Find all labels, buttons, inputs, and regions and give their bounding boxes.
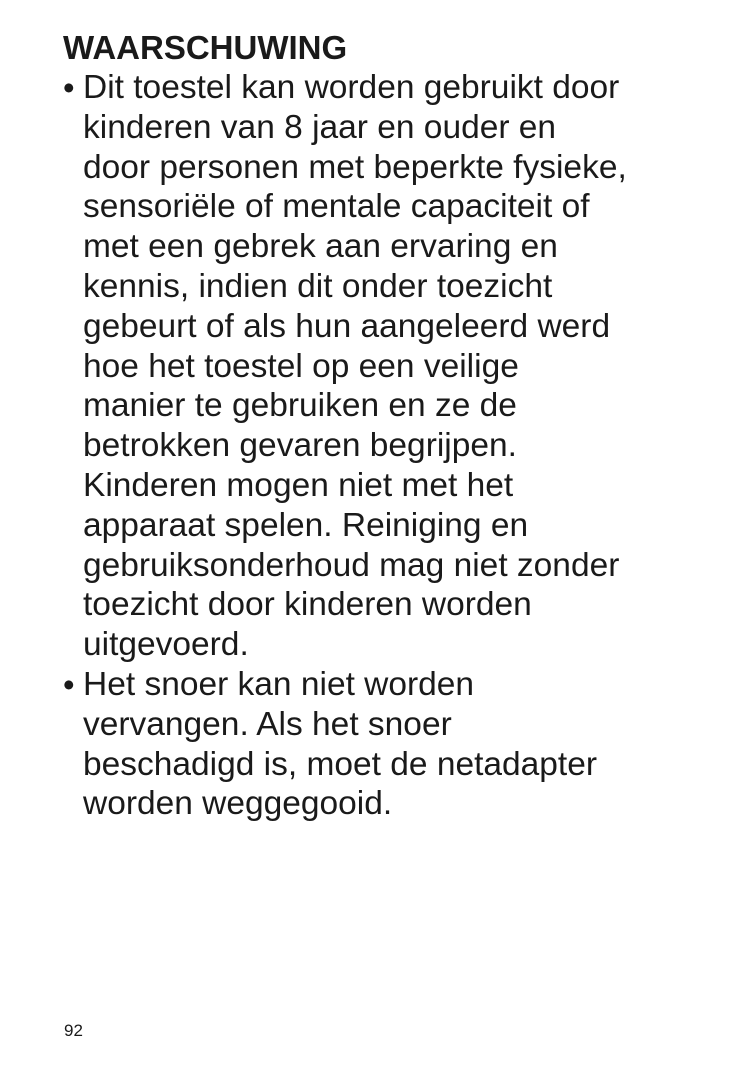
text-line: apparaat spelen. Reiniging en [83,506,529,544]
text-line: Dit toestel kan worden gebruikt door [83,69,620,106]
text-line: Het snoer kan niet worden [83,665,475,703]
warning-heading: WAARSCHUWING [63,29,348,66]
bullet-icon: • [63,665,75,703]
text-line: hoe het toestel op een veilige [83,347,519,385]
text-line: manier te gebruiken en ze de [83,387,517,425]
text-line: Kinderen mogen niet met het [83,466,514,504]
text-line: beschadigd is, moet de netadapter [83,745,598,783]
warning-item [63,665,753,824]
text-line: kinderen van 8 jaar en ouder en [83,108,557,146]
page-number: 92 [64,1021,83,1040]
bullet-icon: • [63,69,75,106]
text-line: toezicht door kinderen worden [83,586,532,624]
text-line: vervangen. Als het snoer [83,705,452,743]
warning-item-text [83,68,753,665]
warning-list [63,68,753,824]
text-line: door personen met beperkte fysieke, [83,148,627,186]
document-page [63,28,753,824]
warning-item [63,68,753,665]
text-line: gebeurt of als hun aangeleerd werd [83,307,611,345]
text-line: met een gebrek aan ervaring en [83,228,558,266]
text-line: worden weggegooid. [83,785,393,823]
text-line: betrokken gevaren begrijpen. [83,427,517,465]
text-line: gebruiksonderhoud mag niet zonder [83,546,620,584]
warning-item-text [83,665,753,824]
text-line: kennis, indien dit onder toezicht [83,267,553,305]
text-line: sensoriële of mentale capaciteit of [83,188,590,226]
text-line: uitgevoerd. [83,626,249,664]
